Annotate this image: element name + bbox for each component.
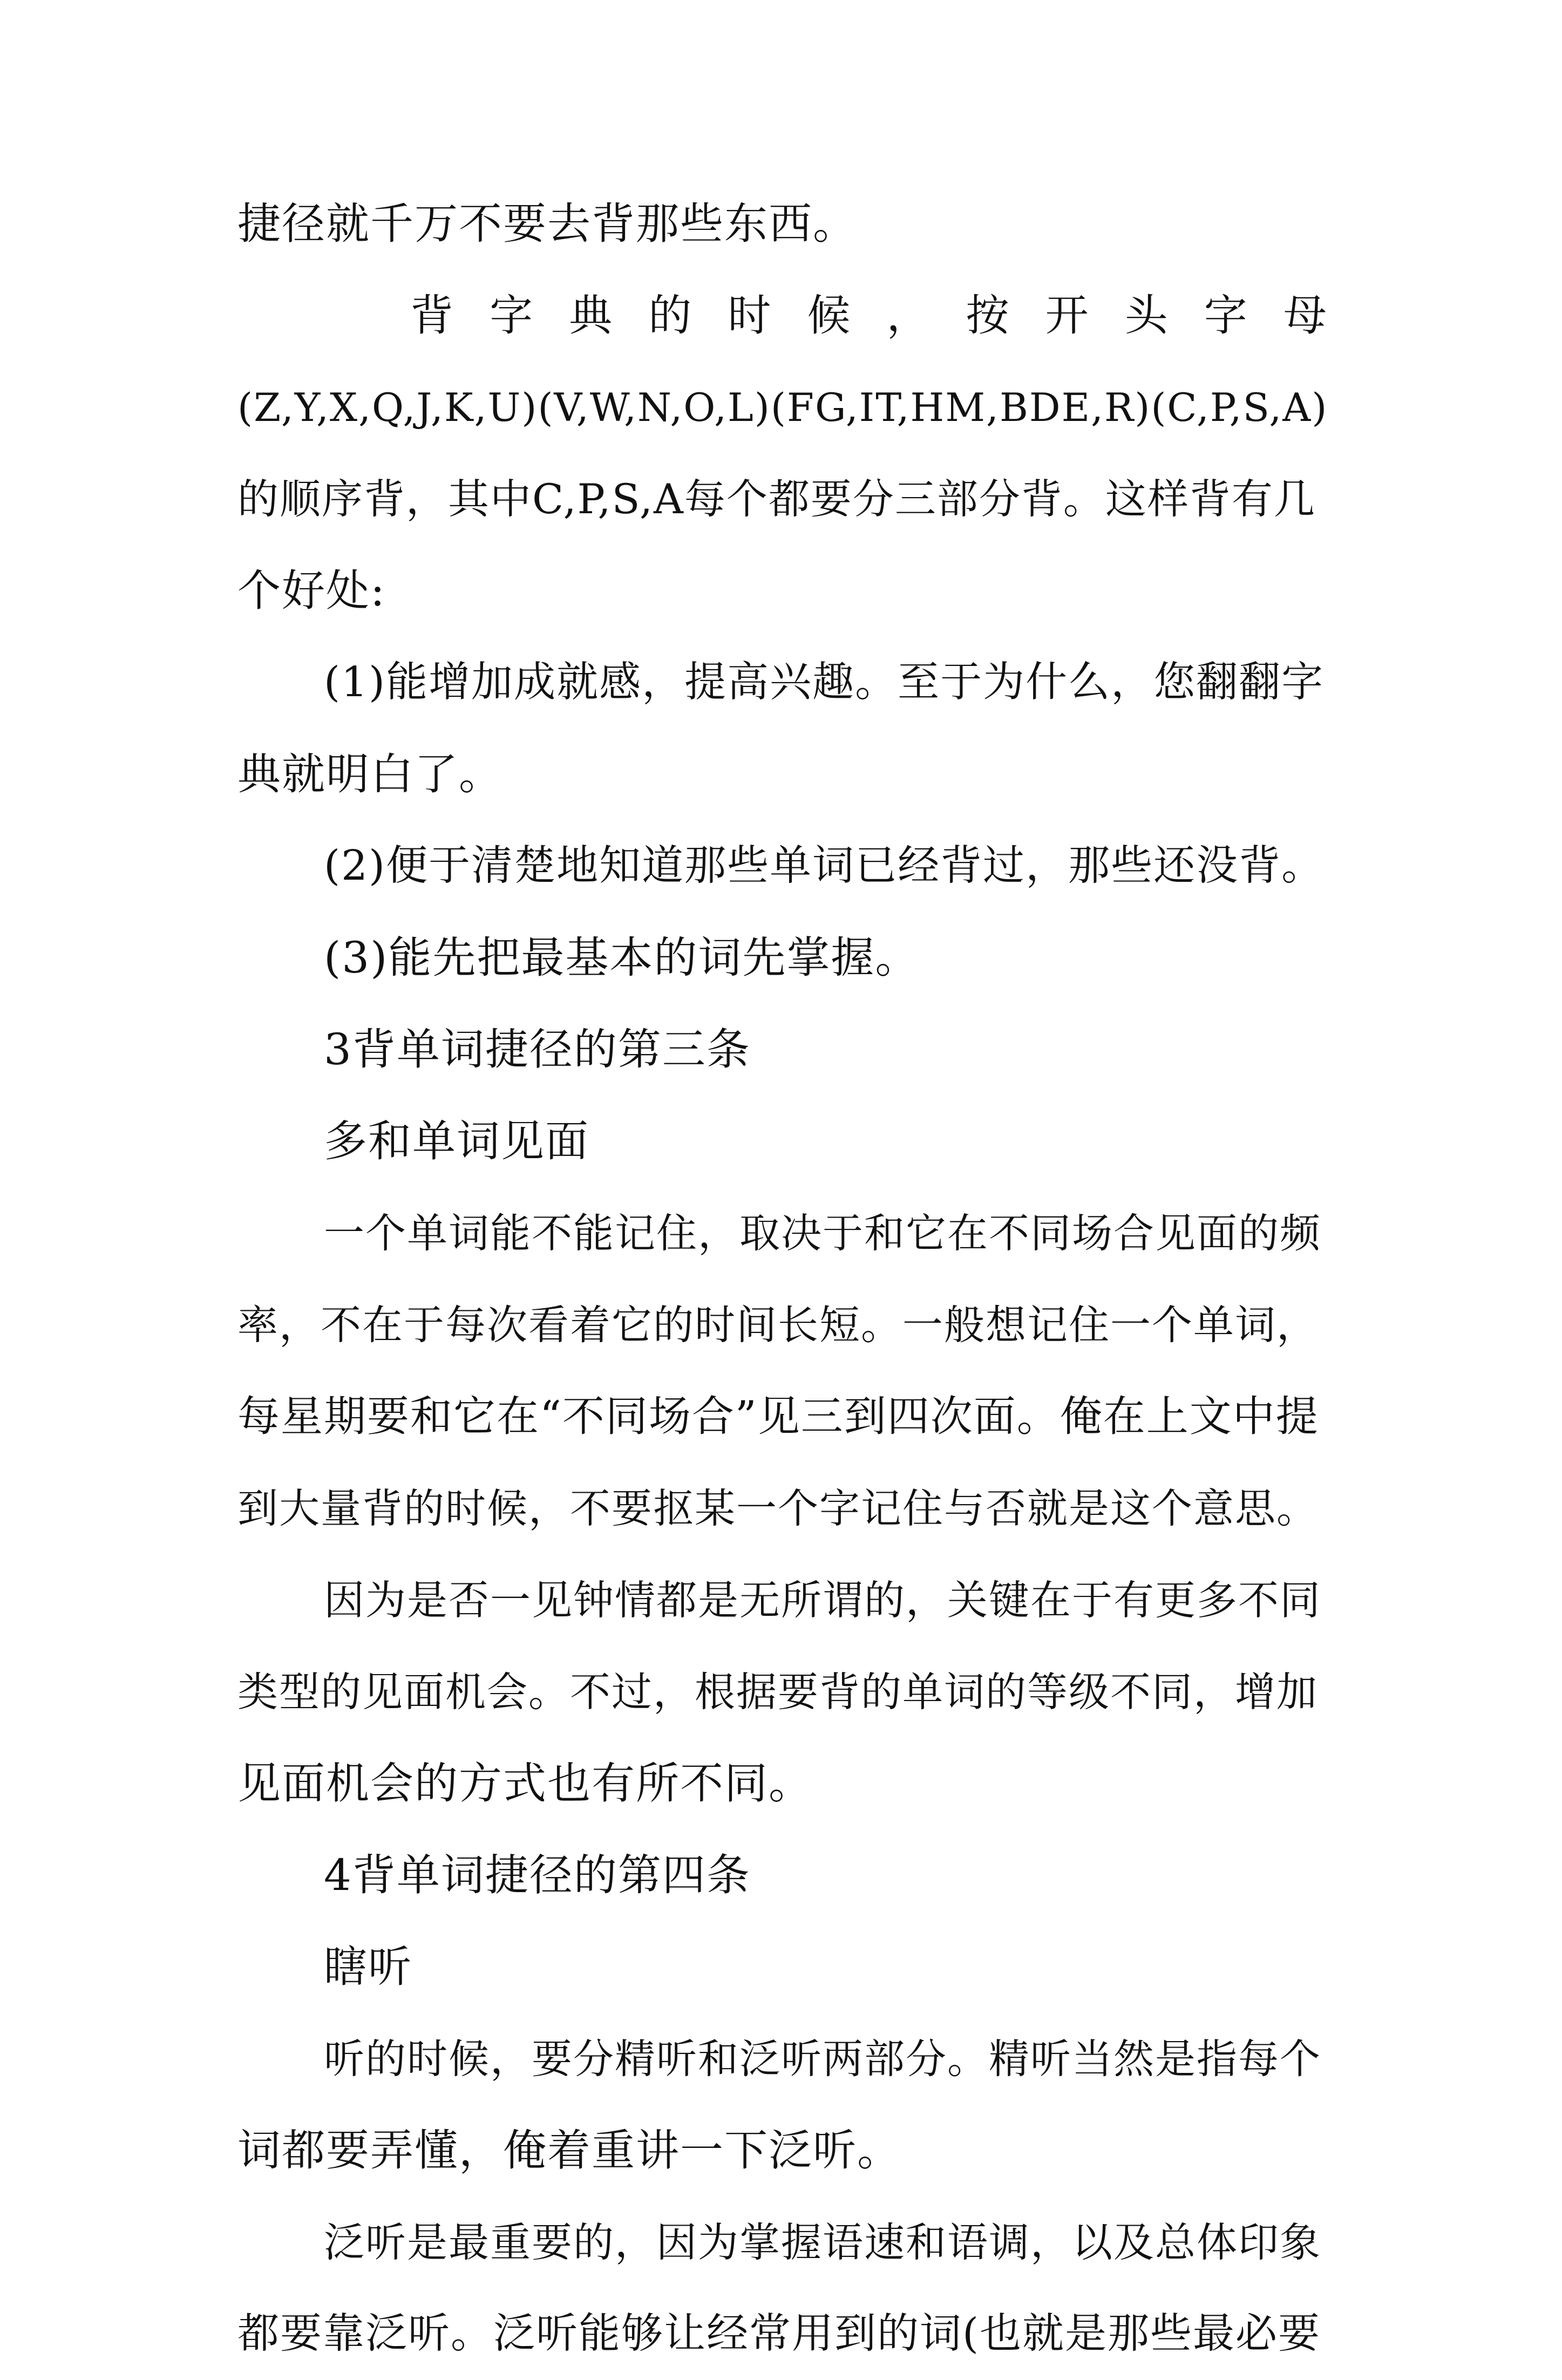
spread-char: ，: [886, 290, 931, 341]
section-heading: 4背单词捷径的第四条: [324, 1850, 751, 1900]
spread-char: 字: [490, 290, 534, 341]
text-line: 捷径就千万不要去背那些东西。: [237, 199, 857, 249]
text-line: 的顺序背，其中C,P,S,A每个都要分三部分背。这样背有几: [237, 475, 1316, 523]
text-line: 泛听是最重要的，因为掌握语速和语调，以及总体印象: [324, 2219, 1322, 2266]
text-line: 听的时候，要分精听和泛听两部分。精听当然是指每个: [324, 2035, 1322, 2083]
spread-char: 字: [1204, 290, 1248, 341]
spread-char: 母: [1283, 290, 1328, 341]
text-line: 词都要弄懂，俺着重讲一下泛听。: [237, 2125, 901, 2175]
spread-char: 典: [569, 290, 614, 341]
spread-char: 开: [1045, 290, 1090, 341]
text-line-spread: [237, 270, 1328, 362]
text-line: (Z,Y,X,Q,J,K,U)(V,W,N,O,L)(FG,IT,HM,BDE,R)(C,P,S,A): [237, 385, 1328, 430]
text-line: 率，不在于每次看着它的时间长短。一般想记住一个单词，: [237, 1301, 1319, 1349]
text-line: (2)便于清楚地知道那些单词已经背过，那些还没背。: [324, 842, 1325, 890]
text-line: 一个单词能不能记住，取决于和它在不同场合见面的频: [324, 1209, 1322, 1257]
text-line: 典就明白了。: [237, 749, 503, 799]
spread-char: 背: [410, 290, 454, 341]
text-line: (1)能增加成就感，提高兴趣。至于为什么，您翻翻字: [324, 658, 1325, 706]
document-body: [237, 178, 1328, 2380]
spread-char: 按: [966, 290, 1010, 341]
text-line: 都要靠泛听。泛听能够让经常用到的词(也就是那些最必要: [237, 2310, 1321, 2358]
text-line: 个好处:: [237, 566, 386, 616]
text-line: 见面机会的方式也有所不同。: [237, 1758, 813, 1808]
spread-char: 候: [807, 290, 852, 341]
spread-char: 的: [648, 290, 693, 341]
section-subheading: 多和单词见面: [324, 1116, 589, 1166]
spread-char: 时: [728, 290, 772, 341]
section-heading: 3背单词捷径的第三条: [324, 1024, 751, 1075]
section-subheading: 瞎听: [324, 1942, 412, 1992]
text-line: 每星期要和它在“不同场合”见三到四次面。俺在上文中提: [237, 1392, 1319, 1441]
text-line: (3)能先把最基本的词先掌握。: [324, 933, 920, 983]
text-line: 类型的见面机会。不过，根据要背的单词的等级不同，增加: [237, 1668, 1319, 1716]
spread-char: 头: [1124, 290, 1169, 341]
text-line: 到大量背的时候，不要抠某一个字记住与否就是这个意思。: [237, 1485, 1319, 1532]
text-line: 因为是否一见钟情都是无所谓的，关键在于有更多不同: [324, 1576, 1322, 1624]
